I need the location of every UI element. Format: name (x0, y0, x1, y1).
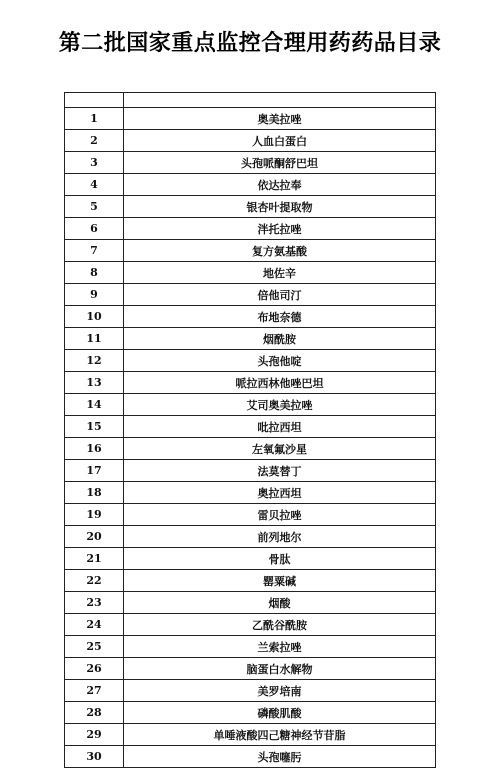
table-row (65, 152, 436, 174)
drug-name: 脑蛋白水解物 (124, 658, 436, 680)
drug-name: 磷酸肌酸 (124, 702, 436, 724)
drug-number: 20 (65, 526, 124, 548)
drug-number: 17 (65, 460, 124, 482)
table-row (65, 570, 436, 592)
table-header-blank-row (65, 93, 436, 108)
page-title: 第二批国家重点监控合理用药药品目录 (58, 31, 442, 56)
table-row (65, 196, 436, 218)
drug-name: 烟酸 (124, 592, 436, 614)
drug-name: 美罗培南 (124, 680, 436, 702)
drug-number: 6 (65, 218, 124, 240)
table-row (65, 328, 436, 350)
drug-number: 22 (65, 570, 124, 592)
drug-name: 烟酰胺 (124, 328, 436, 350)
drug-number: 29 (65, 724, 124, 746)
table-row (65, 658, 436, 680)
drug-name: 吡拉西坦 (124, 416, 436, 438)
table-row (65, 680, 436, 702)
table-row (65, 636, 436, 658)
drug-name: 艾司奥美拉唑 (124, 394, 436, 416)
drug-name: 奥美拉唑 (124, 108, 436, 130)
table-row (65, 416, 436, 438)
drug-name: 骨肽 (124, 548, 436, 570)
drug-name: 乙酰谷酰胺 (124, 614, 436, 636)
drug-number: 8 (65, 262, 124, 284)
table-row (65, 284, 436, 306)
table-row (65, 240, 436, 262)
table-row (65, 108, 436, 130)
table-row (65, 174, 436, 196)
drug-name: 复方氨基酸 (124, 240, 436, 262)
drug-name: 人血白蛋白 (124, 130, 436, 152)
drug-number: 14 (65, 394, 124, 416)
drug-number: 30 (65, 746, 124, 768)
table-row (65, 614, 436, 636)
table-row (65, 372, 436, 394)
drug-number: 24 (65, 614, 124, 636)
table-row (65, 130, 436, 152)
drug-list-table (64, 92, 436, 768)
table-row (65, 592, 436, 614)
drug-number: 12 (65, 350, 124, 372)
drug-number: 16 (65, 438, 124, 460)
table-row (65, 724, 436, 746)
drug-name: 雷贝拉唑 (124, 504, 436, 526)
drug-number: 21 (65, 548, 124, 570)
drug-number: 26 (65, 658, 124, 680)
drug-number: 23 (65, 592, 124, 614)
drug-name: 泮托拉唑 (124, 218, 436, 240)
drug-number: 18 (65, 482, 124, 504)
drug-number: 2 (65, 130, 124, 152)
drug-number: 11 (65, 328, 124, 350)
drug-name: 法莫替丁 (124, 460, 436, 482)
drug-name: 哌拉西林他唑巴坦 (124, 372, 436, 394)
drug-number: 4 (65, 174, 124, 196)
drug-name: 罂粟碱 (124, 570, 436, 592)
drug-number: 10 (65, 306, 124, 328)
table-row (65, 438, 436, 460)
blank-cell (124, 93, 436, 108)
drug-name: 地佐辛 (124, 262, 436, 284)
table-row (65, 394, 436, 416)
table-row (65, 350, 436, 372)
drug-name: 头孢哌酮舒巴坦 (124, 152, 436, 174)
table-row (65, 702, 436, 724)
drug-name: 奥拉西坦 (124, 482, 436, 504)
blank-cell (65, 93, 124, 108)
drug-number: 7 (65, 240, 124, 262)
drug-name: 单唾液酸四己糖神经节苷脂 (124, 724, 436, 746)
drug-name: 布地奈德 (124, 306, 436, 328)
drug-name: 头孢噻肟 (124, 746, 436, 768)
drug-name: 头孢他啶 (124, 350, 436, 372)
drug-name: 兰索拉唑 (124, 636, 436, 658)
drug-number: 13 (65, 372, 124, 394)
table-row (65, 482, 436, 504)
table-row (65, 262, 436, 284)
table-row (65, 460, 436, 482)
drug-number: 19 (65, 504, 124, 526)
drug-name: 依达拉奉 (124, 174, 436, 196)
drug-list-body (65, 93, 436, 768)
table-row (65, 526, 436, 548)
table-row (65, 306, 436, 328)
table-row (65, 548, 436, 570)
drug-number: 3 (65, 152, 124, 174)
drug-name: 倍他司汀 (124, 284, 436, 306)
drug-number: 5 (65, 196, 124, 218)
drug-number: 9 (65, 284, 124, 306)
drug-number: 1 (65, 108, 124, 130)
drug-name: 银杏叶提取物 (124, 196, 436, 218)
drug-number: 25 (65, 636, 124, 658)
drug-number: 27 (65, 680, 124, 702)
table-row (65, 218, 436, 240)
table-row (65, 746, 436, 768)
table-row (65, 504, 436, 526)
drug-name: 左氧氟沙星 (124, 438, 436, 460)
drug-name: 前列地尔 (124, 526, 436, 548)
drug-number: 15 (65, 416, 124, 438)
drug-number: 28 (65, 702, 124, 724)
